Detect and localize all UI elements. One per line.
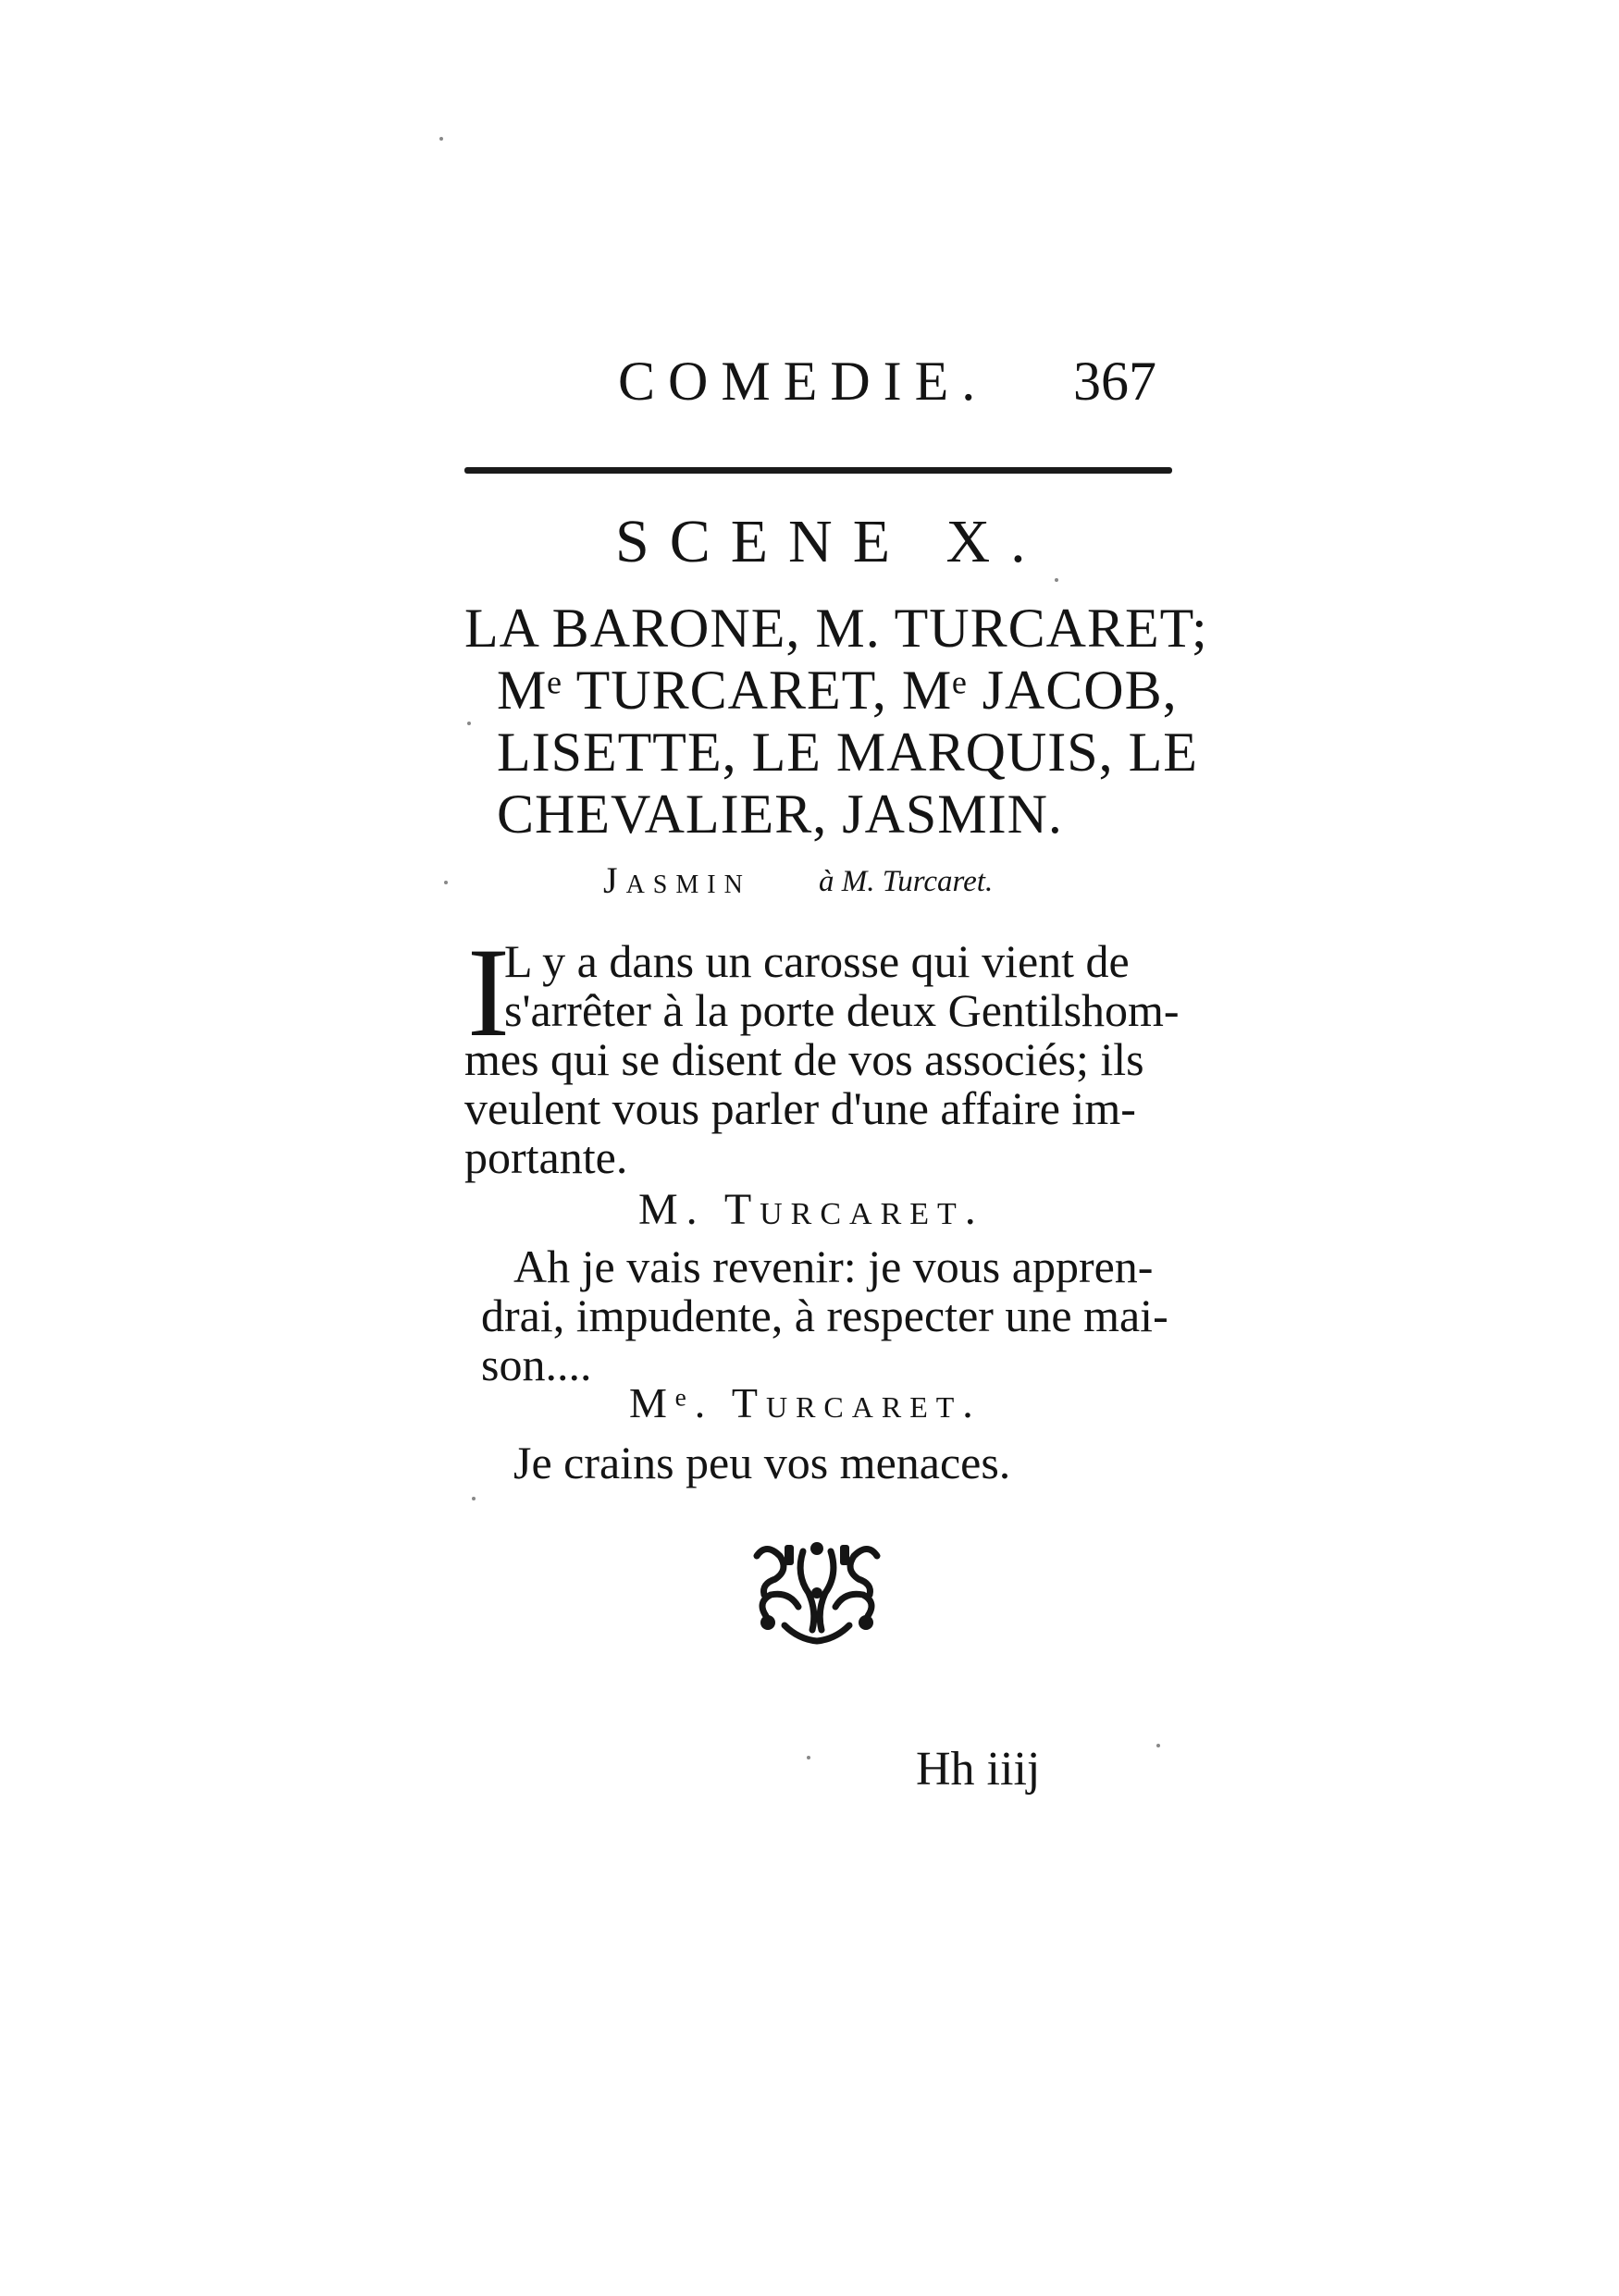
speech-line: s'arrêter à la porte deux Gentilshom- — [504, 984, 1180, 1036]
stage-direction: à M. Turcaret. — [819, 865, 994, 898]
speech-line: drai, impudente, à respecter une mai- — [481, 1290, 1168, 1341]
scene-heading: SCENE X. — [615, 508, 1046, 575]
scan-speck — [1156, 1744, 1160, 1747]
fleuron-ornament-icon — [748, 1537, 886, 1648]
header-rule — [464, 467, 1172, 474]
drop-cap: I — [467, 921, 510, 1063]
scan-speck — [439, 137, 443, 141]
scan-speck — [472, 1497, 476, 1500]
cast-list-line: Mᵉ TURCARET, Mᵉ JACOB, — [497, 660, 1178, 721]
scan-speck — [467, 722, 471, 725]
signature-mark: Hh iiij — [916, 1743, 1041, 1796]
cast-list-line: LISETTE, LE MARQUIS, LE — [497, 722, 1198, 783]
speech-line: veulent vous parler d'une affaire im- — [464, 1082, 1136, 1134]
speech-line: Je crains peu vos menaces. — [513, 1437, 1011, 1488]
speaker-name: M. Turcaret. — [638, 1185, 984, 1234]
speech-line: son.... — [481, 1339, 592, 1390]
page-number: 367 — [1073, 351, 1156, 412]
speech-line: Ah je vais revenir: je vous appren- — [513, 1241, 1154, 1292]
running-title: COMEDIE. — [618, 351, 989, 412]
scan-speck — [444, 881, 448, 884]
cast-list-line: CHEVALIER, JASMIN. — [497, 784, 1063, 845]
speech-line: mes qui se disent de vos associés; ils — [464, 1033, 1144, 1085]
speech-line: L y a dans un carosse qui vient de — [504, 935, 1130, 987]
speech-line: portante. — [464, 1131, 628, 1183]
cast-list-line: LA BARONE, M. TURCARET; — [464, 598, 1208, 659]
speaker-name: Jasmin — [603, 859, 751, 901]
scan-speck — [1055, 578, 1058, 582]
scan-speck — [807, 1756, 810, 1759]
speaker-name: Mᵉ. Turcaret. — [629, 1379, 982, 1426]
